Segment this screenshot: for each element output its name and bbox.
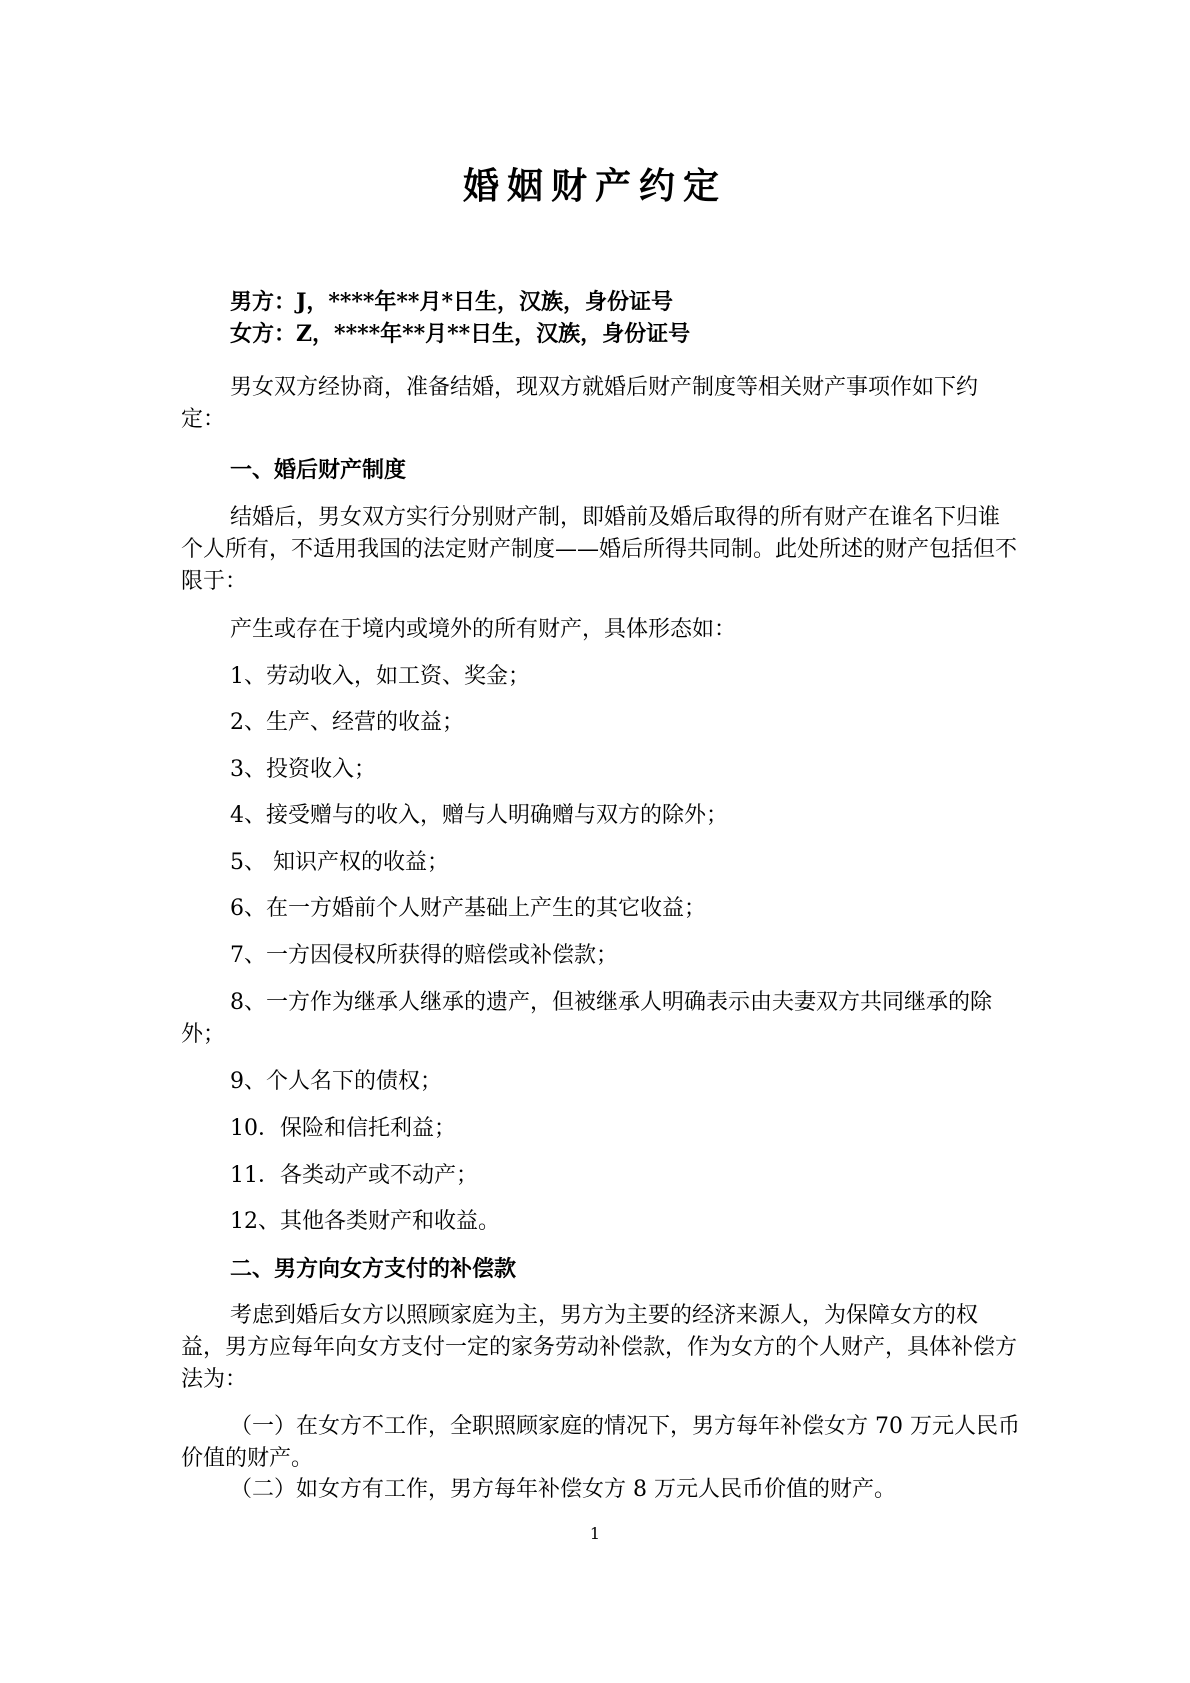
list-item: 3、投资收入； (230, 757, 376, 782)
list-item: 8、一方作为继承人继承的遗产，但被继承人明确表示由夫妻双方共同继承的除外； (181, 990, 992, 1047)
list-item: 6、在一方婚前个人财产基础上产生的其它收益； (230, 896, 706, 921)
list-item: 10．保险和信托利益； (230, 1116, 456, 1141)
list-item: 7、一方因侵权所获得的赔偿或补偿款； (230, 943, 618, 968)
document-title: 婚姻财产约定 (462, 165, 727, 207)
intro-paragraph: 男女双方经协商，准备结婚，现双方就婚后财产制度等相关财产事项作如下约定： (181, 375, 979, 432)
list-item: 9、个人名下的债权； (230, 1069, 442, 1094)
section-2-paragraph: 考虑到婚后女方以照顾家庭为主，男方为主要的经济来源人，为保障女方的权益，男方应每年向女方支付一定的家务劳动补偿款，作为女方的个人财产，具体补偿方法为： (181, 1303, 1018, 1392)
page-number: 1 (589, 1524, 601, 1543)
list-item: 2、生产、经营的收益； (230, 710, 464, 735)
section-2-clause-2: （二）如女方有工作，男方每年补偿女方 8 万元人民币价值的财产。 (230, 1477, 896, 1502)
section-1-heading: 一、婚后财产制度 (230, 457, 407, 483)
list-item: 5、 知识产权的收益； (230, 850, 449, 875)
list-item: 12、其他各类财产和收益。 (230, 1209, 500, 1234)
party-female: 女方：Z，****年**月**日生，汉族，身份证号 (230, 321, 691, 347)
section-2-heading: 二、男方向女方支付的补偿款 (230, 1256, 517, 1282)
section-1-scope-paragraph: 产生或存在于境内或境外的所有财产，具体形态如： (230, 617, 737, 642)
section-1-paragraph: 结婚后，男女双方实行分别财产制，即婚前及婚后取得的所有财产在谁名下归谁个人所有，不适用我国的法定财产制度——婚后所得共同制。此处所述的财产包括但不限于： (181, 505, 1018, 594)
list-item: 4、接受赠与的收入，赠与人明确赠与双方的除外； (230, 803, 728, 828)
party-male: 男方：J，****年**月*日生，汉族，身份证号 (230, 289, 673, 315)
list-item: 11．各类动产或不动产； (230, 1163, 478, 1188)
section-2-clause-1: （一）在女方不工作，全职照顾家庭的情况下，男方每年补偿女方 70 万元人民币价值的财产。 (181, 1414, 1020, 1471)
list-item: 1、劳动收入，如工资、奖金； (230, 664, 530, 689)
